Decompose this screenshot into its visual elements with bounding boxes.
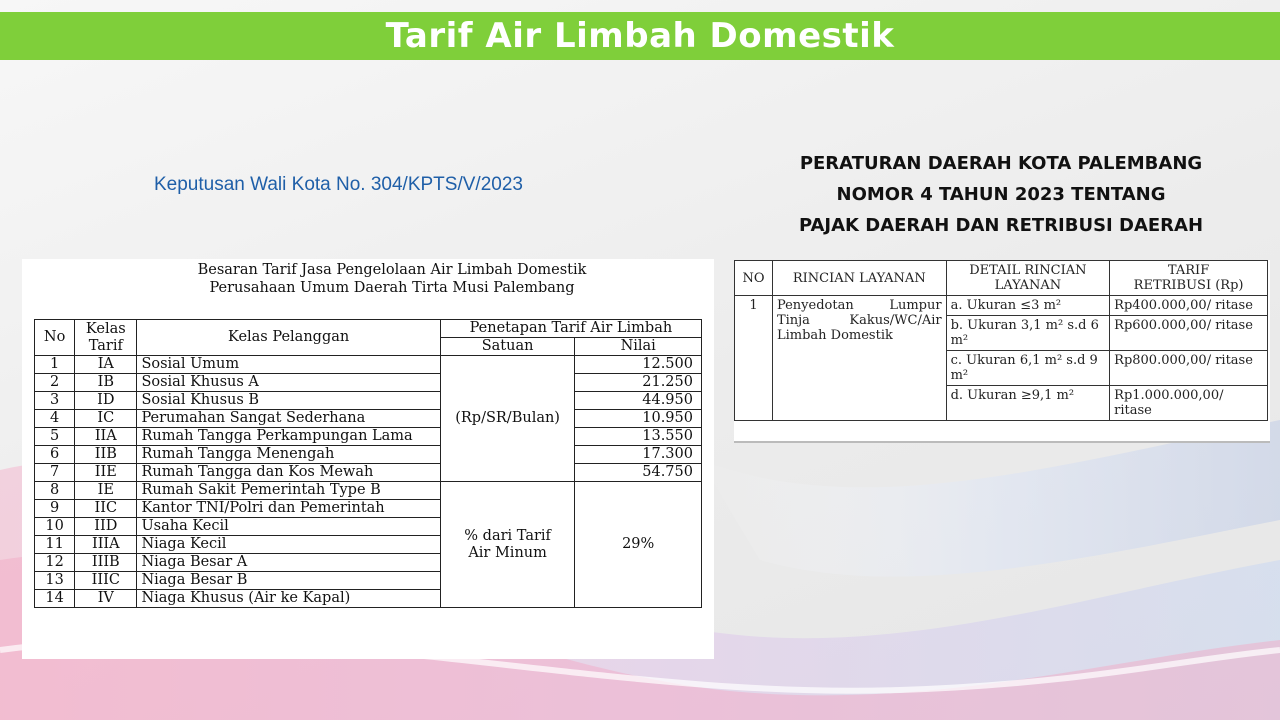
cell-pelanggan: Perumahan Sangat Sederhana xyxy=(137,410,440,428)
cell-pelanggan: Rumah Tangga Perkampungan Lama xyxy=(137,428,440,446)
perda-line-3: PAJAK DAERAH DAN RETRIBUSI DAERAH xyxy=(798,215,1204,236)
table-row xyxy=(735,296,1268,316)
perda-line-1: PERATURAN DAERAH KOTA PALEMBANG xyxy=(799,153,1203,174)
cell-detail: c. Ukuran 6,1 m² s.d 9 m² xyxy=(946,351,1110,386)
cell-kelas: IID xyxy=(75,518,137,536)
caption-line-1: Besaran Tarif Jasa Pengelolaan Air Limbah Domestik xyxy=(197,262,587,278)
header-tarif: TARIF RETRIBUSI (Rp) xyxy=(1110,261,1268,296)
cell-tarif: Rp400.000,00/ ritase xyxy=(1110,296,1268,316)
caption-line-2: Perusahaan Umum Daerah Tirta Musi Palembang xyxy=(209,280,575,296)
cell-pelanggan: Niaga Besar B xyxy=(137,572,440,590)
header-nilai: Nilai xyxy=(575,338,702,356)
crop-edge xyxy=(734,441,1270,443)
cell-tarif: Rp800.000,00/ ritase xyxy=(1110,351,1268,386)
tariff-table-scan xyxy=(22,259,714,659)
cell-no: 8 xyxy=(35,482,75,500)
cell-pelanggan: Sosial Umum xyxy=(137,356,440,374)
cell-nilai: 21.250 xyxy=(575,374,702,392)
cell-nilai: 17.300 xyxy=(575,446,702,464)
cell-kelas: IC xyxy=(75,410,137,428)
cell-nilai: 54.750 xyxy=(575,464,702,482)
cell-nilai: 44.950 xyxy=(575,392,702,410)
cell-kelas: IIIB xyxy=(75,554,137,572)
cell-kelas: IIE xyxy=(75,464,137,482)
cell-tarif: Rp1.000.000,00/ ritase xyxy=(1110,386,1268,421)
table-row xyxy=(35,410,702,428)
cell-nilai: 12.500 xyxy=(575,356,702,374)
table-row xyxy=(35,356,702,374)
cell-pelanggan: Rumah Sakit Pemerintah Type B xyxy=(137,482,440,500)
header-kelas-tarif: Kelas Tarif xyxy=(75,320,137,356)
cell-no: 1 xyxy=(735,296,773,421)
cell-tarif: Rp600.000,00/ ritase xyxy=(1110,316,1268,351)
header-rincian: RINCIAN LAYANAN xyxy=(772,261,946,296)
cell-nilai-group-2: 29% xyxy=(575,482,702,608)
cell-pelanggan: Sosial Khusus B xyxy=(137,392,440,410)
cell-no: 10 xyxy=(35,518,75,536)
table-row xyxy=(35,428,702,446)
title-bar xyxy=(0,12,1280,60)
cell-rincian: Penyedotan Lumpur Tinja Kakus/WC/Air Limbah Domestik xyxy=(772,296,946,421)
header-satuan: Satuan xyxy=(440,338,575,356)
cell-no: 7 xyxy=(35,464,75,482)
cell-detail: a. Ukuran ≤3 m² xyxy=(946,296,1110,316)
header-no: NO xyxy=(735,261,773,296)
cell-pelanggan: Rumah Tangga Menengah xyxy=(137,446,440,464)
retribution-table-scan xyxy=(734,260,1270,443)
cell-kelas: IIIC xyxy=(75,572,137,590)
table-row xyxy=(35,464,702,482)
header-no: No xyxy=(35,320,75,356)
table-row xyxy=(35,392,702,410)
cell-pelanggan: Rumah Tangga dan Kos Mewah xyxy=(137,464,440,482)
cell-satuan-group-2: % dari Tarif Air Minum xyxy=(440,482,575,608)
decree-reference: Keputusan Wali Kota No. 304/KPTS/V/2023 xyxy=(154,174,523,195)
cell-no: 3 xyxy=(35,392,75,410)
table-row xyxy=(35,482,702,500)
perda-line-2: NOMOR 4 TAHUN 2023 TENTANG xyxy=(836,184,1166,205)
perda-heading xyxy=(760,148,1242,241)
retribution-table xyxy=(734,260,1268,421)
cell-no: 9 xyxy=(35,500,75,518)
table-row xyxy=(35,446,702,464)
tariff-table xyxy=(34,319,702,608)
cell-no: 5 xyxy=(35,428,75,446)
cell-kelas: IE xyxy=(75,482,137,500)
cell-no: 13 xyxy=(35,572,75,590)
cell-kelas: ID xyxy=(75,392,137,410)
cell-nilai: 13.550 xyxy=(575,428,702,446)
cell-pelanggan: Sosial Khusus A xyxy=(137,374,440,392)
table-caption xyxy=(22,261,762,297)
page-title: Tarif Air Limbah Domestik xyxy=(385,16,895,56)
cell-kelas: IA xyxy=(75,356,137,374)
cell-kelas: IIC xyxy=(75,500,137,518)
cell-pelanggan: Kantor TNI/Polri dan Pemerintah xyxy=(137,500,440,518)
header-penetapan: Penetapan Tarif Air Limbah xyxy=(440,320,701,338)
cell-nilai: 10.950 xyxy=(575,410,702,428)
cell-detail: d. Ukuran ≥9,1 m² xyxy=(946,386,1110,421)
cell-no: 1 xyxy=(35,356,75,374)
cell-no: 12 xyxy=(35,554,75,572)
cell-no: 11 xyxy=(35,536,75,554)
header-detail: DETAIL RINCIAN LAYANAN xyxy=(946,261,1110,296)
cell-pelanggan: Niaga Besar A xyxy=(137,554,440,572)
cell-kelas: IIB xyxy=(75,446,137,464)
cell-pelanggan: Usaha Kecil xyxy=(137,518,440,536)
cell-no: 4 xyxy=(35,410,75,428)
cell-detail: b. Ukuran 3,1 m² s.d 6 m² xyxy=(946,316,1110,351)
cell-satuan-group-1: (Rp/SR/Bulan) xyxy=(440,356,575,482)
cell-pelanggan: Niaga Kecil xyxy=(137,536,440,554)
cell-no: 6 xyxy=(35,446,75,464)
cell-kelas: IV xyxy=(75,590,137,608)
cell-kelas: IIA xyxy=(75,428,137,446)
cell-no: 2 xyxy=(35,374,75,392)
table-row xyxy=(35,374,702,392)
cell-pelanggan: Niaga Khusus (Air ke Kapal) xyxy=(137,590,440,608)
header-kelas-pelanggan: Kelas Pelanggan xyxy=(137,320,440,356)
cell-kelas: IB xyxy=(75,374,137,392)
cell-kelas: IIIA xyxy=(75,536,137,554)
cell-no: 14 xyxy=(35,590,75,608)
